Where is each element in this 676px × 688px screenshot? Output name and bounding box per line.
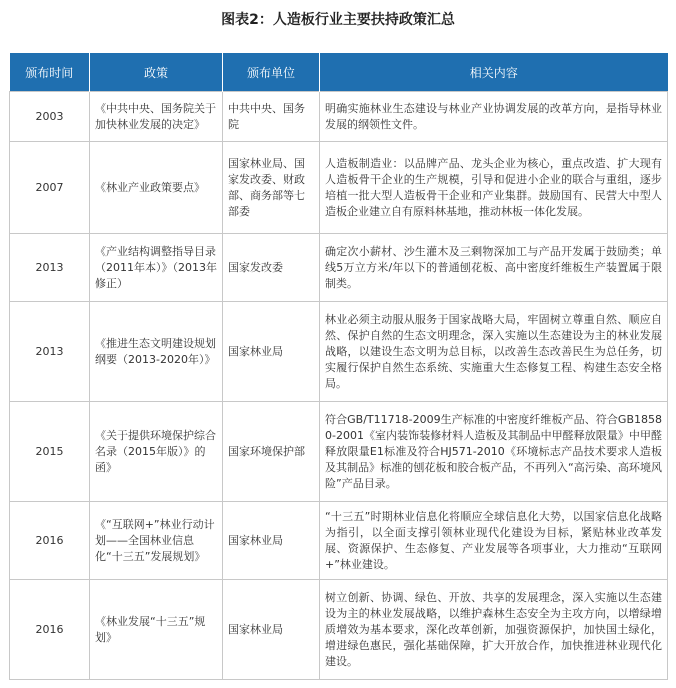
cell-year: 2016: [10, 502, 90, 580]
page-title: 图表2：人造板行业主要扶持政策汇总: [221, 12, 455, 28]
cell-year: 2016: [10, 580, 90, 680]
cell-policy: 《林业产业政策要点》: [90, 142, 223, 234]
cell-policy: 《中共中央、国务院关于加快林业发展的决定》: [90, 92, 223, 142]
cell-policy: 《“互联网+”林业行动计划——全国林业信息化“十三五”发展规划》: [90, 502, 223, 580]
cell-unit: 国家林业局: [223, 580, 320, 680]
cell-unit: 国家发改委: [223, 234, 320, 302]
cell-content: 符合GB/T11718-2009生产标准的中密度纤维板产品、符合GB18580-2001《室内装饰装修材料人造板及其制品中甲醛释放限量》中甲醛释放限量E1标准及符合HJ571-2010《环境标志产品技术要求人造板及其制品》标准的刨花板和胶合板产品，不再列入“高污染、高环境风险”产品目录。: [320, 402, 668, 502]
table-header-row: [10, 53, 668, 92]
cell-unit: 国家林业局: [223, 302, 320, 402]
cell-unit: 国家林业局、国家发改委、财政部、商务部等七部委: [223, 142, 320, 234]
cell-year: 2007: [10, 142, 90, 234]
cell-content: 明确实施林业生态建设与林业产业协调发展的改革方向，是指导林业发展的纲领性文件。: [320, 92, 668, 142]
cell-content: 林业必须主动服从服务于国家战略大局，牢固树立尊重自然、顺应自然、保护自然的生态文明理念，深入实施以生态建设为主的林业发展战略，以建设生态文明为总目标，以改善生态改善民生为总任务，切实履行保护自然生态系统、实施重大生态修复工程、构建生态安全格局。: [320, 302, 668, 402]
table-row: [10, 234, 668, 302]
table-row: [10, 92, 668, 142]
table-row: [10, 580, 668, 680]
cell-unit: 国家林业局: [223, 502, 320, 580]
cell-policy: 《产业结构调整指导目录（2011年本）》（2013年修正）: [90, 234, 223, 302]
cell-year: 2013: [10, 234, 90, 302]
cell-year: 2015: [10, 402, 90, 502]
table-row: [10, 502, 668, 580]
table-row: [10, 402, 668, 502]
table-row: [10, 302, 668, 402]
cell-content: 人造板制造业：以品牌产品、龙头企业为核心，重点改造、扩大现有人造板骨干企业的生产规模，引导和促进小企业的联合与重组，逐步培植一批大型人造板骨干企业和产业集群。鼓励国有、民营大中型人造板企业建立自有原料林基地，推动林板一体化发展。: [320, 142, 668, 234]
cell-year: 2013: [10, 302, 90, 402]
cell-policy: 《推进生态文明建设规划纲要（2013-2020年）》: [90, 302, 223, 402]
cell-content: 树立创新、协调、绿色、开放、共享的发展理念，深入实施以生态建设为主的林业发展战略，以维护森林生态安全为主攻方向，以增绿增质增效为基本要求，深化改革创新，加强资源保护，加快国土绿化，增进绿色惠民，强化基础保障，扩大开放合作，加快推进林业现代化建设。: [320, 580, 668, 680]
column-header-year: 颁布时间: [10, 53, 90, 92]
cell-policy: 《林业发展“十三五”规划》: [90, 580, 223, 680]
cell-year: 2003: [10, 92, 90, 142]
cell-unit: 中共中央、国务院: [223, 92, 320, 142]
column-header-unit: 颁布单位: [223, 53, 320, 92]
cell-content: “十三五”时期林业信息化将顺应全球信息化大势，以国家信息化战略为指引，以全面支撑引领林业现代化建设为目标，紧贴林业改革发展、资源保护、生态修复、产业发展等各项事业，大力推动“互联网+”林业建设。: [320, 502, 668, 580]
table-row: [10, 142, 668, 234]
cell-content: 确定次小薪材、沙生灌木及三剩物深加工与产品开发属于鼓励类；单线5万立方米/年以下的普通刨花板、高中密度纤维板生产装置属于限制类。: [320, 234, 668, 302]
column-header-content: 相关内容: [320, 53, 668, 92]
cell-unit: 国家环境保护部: [223, 402, 320, 502]
column-header-policy: 政策: [90, 53, 223, 92]
policy-table: [9, 53, 668, 680]
cell-policy: 《关于提供环境保护综合名录（2015年版）》的函》: [90, 402, 223, 502]
